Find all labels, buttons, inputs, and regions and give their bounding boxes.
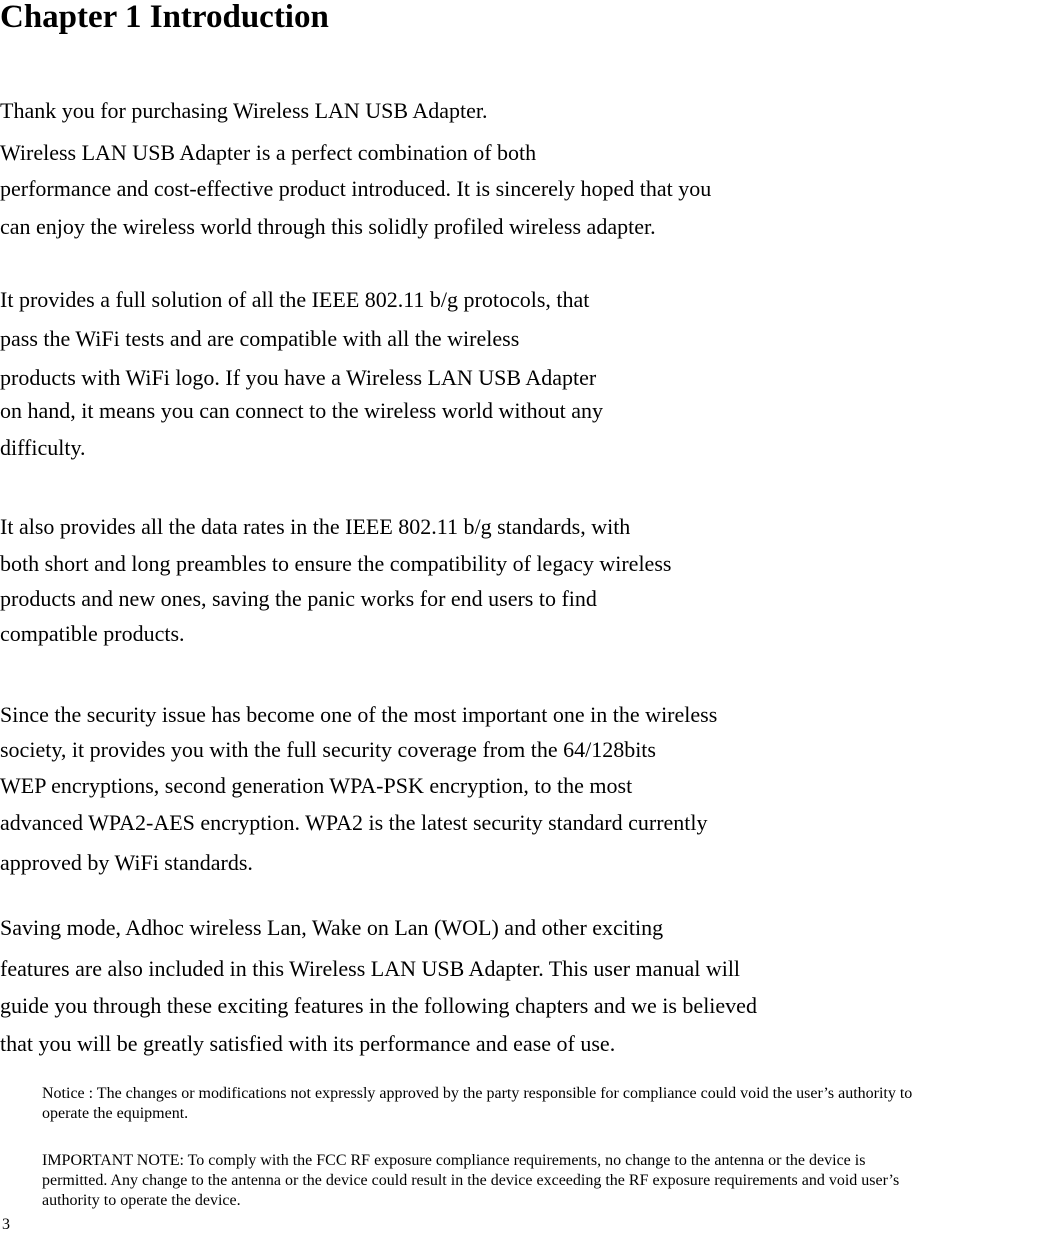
body-line: WEP encryptions, second generation WPA-PSK encryption, to the most [0, 773, 633, 798]
page-number: 3 [2, 1216, 10, 1233]
body-line: compatible products. [0, 621, 185, 646]
body-line: advanced WPA2-AES encryption. WPA2 is the latest security standard currently [0, 810, 708, 835]
body-line: difficulty. [0, 435, 86, 460]
body-line: that you will be greatly satisfied with its performance and ease of use. [0, 1031, 616, 1056]
body-line: on hand, it means you can connect to the wireless world without any [0, 398, 604, 423]
important-note-line: IMPORTANT NOTE: To comply with the FCC RF exposure compliance requirements, no change to the antenna or the device is [42, 1152, 866, 1169]
body-line: It provides a full solution of all the IEEE 802.11 b/g protocols, that [0, 287, 590, 312]
notice-line: operate the equipment. [42, 1105, 189, 1122]
body-line: It also provides all the data rates in the IEEE 802.11 b/g standards, with [0, 514, 631, 539]
body-line: products and new ones, saving the panic works for end users to find [0, 586, 597, 611]
body-line: products with WiFi logo. If you have a Wireless LAN USB Adapter [0, 365, 597, 390]
important-note-line: permitted. Any change to the antenna or the device could result in the device exceeding the RF exposure requirements and void user’s [42, 1172, 900, 1189]
notice-line: Notice : The changes or modifications not expressly approved by the party responsible for compliance could void the user’s authority to [42, 1085, 913, 1102]
body-line: guide you through these exciting features in the following chapters and we is believed [0, 993, 757, 1018]
body-line: features are also included in this Wireless LAN USB Adapter. This user manual will [0, 956, 741, 981]
body-line: can enjoy the wireless world through this solidly profiled wireless adapter. [0, 214, 656, 239]
body-line: Since the security issue has become one of the most important one in the wireless [0, 702, 718, 727]
body-line: Wireless LAN USB Adapter is a perfect combination of both [0, 140, 537, 165]
body-line: society, it provides you with the full security coverage from the 64/128bits [0, 737, 656, 762]
body-line: Saving mode, Adhoc wireless Lan, Wake on Lan (WOL) and other exciting [0, 915, 664, 940]
body-line: performance and cost-effective product introduced. It is sincerely hoped that you [0, 176, 712, 201]
chapter-title: Chapter 1 Introduction [0, 0, 329, 35]
body-line: Thank you for purchasing Wireless LAN USB Adapter. [0, 98, 488, 123]
body-line: both short and long preambles to ensure the compatibility of legacy wireless [0, 551, 672, 576]
body-line: approved by WiFi standards. [0, 850, 253, 875]
important-note-line: authority to operate the device. [42, 1192, 241, 1209]
body-line: pass the WiFi tests and are compatible with all the wireless [0, 326, 520, 351]
